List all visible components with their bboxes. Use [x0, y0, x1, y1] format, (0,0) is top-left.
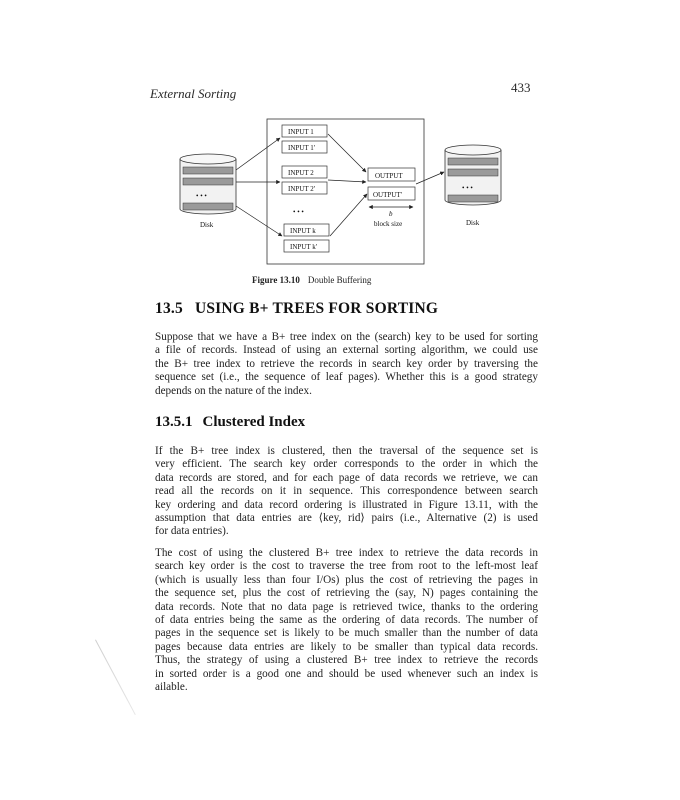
svg-text:OUTPUT: OUTPUT — [375, 172, 403, 180]
section-title: USING B+ TREES FOR SORTING — [194, 300, 439, 317]
paragraph-line: key ordering and data record ordering is illustrated in Figure 13.11, with the — [155, 498, 538, 511]
paragraph-line: sequence set (i.e., the sequence of leaf pages). Whether this is a good strategy — [155, 371, 538, 384]
svg-text:INPUT 1': INPUT 1' — [288, 144, 315, 152]
svg-text:INPUT 2': INPUT 2' — [288, 185, 315, 193]
paragraph-line: of data entries being the same as the ordering of data records. The number of — [155, 614, 538, 627]
figure-caption — [252, 275, 371, 285]
subsection-number: 13.5.1 — [155, 414, 193, 430]
double-buffering-figure — [160, 112, 540, 267]
input-buffers-ellipsis: • • • — [293, 208, 304, 216]
paragraph-line: depends on the nature of the index. — [155, 384, 312, 397]
paragraph-line: pages because data entries are likely to be smaller than typical data records. — [155, 640, 538, 653]
right-disk-label: Disk — [466, 219, 480, 227]
scan-margin-artifact — [95, 640, 136, 716]
section-number: 13.5 — [155, 300, 183, 317]
block-size-variable: b — [389, 210, 393, 218]
input-buffer-input-k — [284, 224, 329, 236]
input-buffer-input-1-prime — [282, 141, 327, 153]
running-head: External Sorting — [150, 86, 237, 101]
paragraph-line: Suppose that we have a B+ tree index on the (search) key to be used for sorting — [155, 331, 538, 343]
paragraph-line: data records are stored, and for each page of data records we retrieve, we can — [155, 471, 538, 484]
block-size-annotation — [369, 207, 413, 228]
paragraph-line: pages in the sequence set is likely to be much smaller than the number of data — [155, 627, 538, 640]
paragraph-line: Thus, the strategy of using a clustered B+ tree index to retrieve the records — [155, 654, 538, 667]
section-paragraph — [155, 331, 538, 398]
paragraph-line: the sequence set, plus the cost of retrieving the (say, N) pages containing the — [155, 587, 538, 600]
svg-text:OUTPUT': OUTPUT' — [373, 191, 402, 199]
paragraph-line: in sorted order is a good one and should be used whenever such an index is — [155, 667, 538, 680]
input-buffer-input-2 — [282, 166, 327, 178]
clustered-paragraph-1 — [155, 445, 538, 539]
double-buffering-diagram — [160, 112, 540, 267]
arrow-output-to-disk — [416, 172, 444, 184]
svg-text:INPUT k: INPUT k — [290, 227, 316, 235]
paragraph-line: The cost of using the clustered B+ tree index to retrieve the data records in — [155, 547, 538, 559]
subsection-heading — [155, 414, 305, 431]
page-number: 433 — [511, 80, 531, 95]
section-heading — [155, 300, 438, 318]
svg-text:INPUT k': INPUT k' — [290, 243, 317, 251]
figure-caption-label: Figure 13.10 — [252, 275, 300, 285]
paragraph-line: ailable. — [155, 681, 188, 694]
paragraph-line: data records. Note that no data page is retrieved twice, thanks to the ordering — [155, 600, 538, 613]
left-disk-label: Disk — [200, 221, 214, 229]
input-buffer-input-2-prime — [282, 182, 327, 194]
block-size-label: block size — [374, 220, 403, 228]
paragraph-line: search key order is the cost to traverse the tree from root to the left-most leaf — [155, 560, 538, 573]
paragraph-line: for data entries). — [155, 525, 229, 538]
paragraph-line: (which is usually less than four I/Os) plus the cost of retrieving the pages in — [155, 573, 538, 586]
paragraph-line: assumption that data entries are ⟨key, rid⟩ pairs (i.e., Alternative (2) is used — [155, 512, 538, 525]
output-buffer-output — [368, 168, 415, 181]
paragraph-line: a file of records. Instead of using an external sorting algorithm, we could use — [155, 344, 538, 357]
arrow-disk-to-input-k — [236, 206, 282, 236]
right-disk-ellipsis: • • • — [462, 184, 473, 192]
clustered-paragraph-2 — [155, 547, 538, 694]
output-buffer-output-prime — [368, 187, 415, 200]
right-disk — [445, 145, 501, 227]
paragraph-line: very efficient. The search key order corresponds to the order in which the — [155, 458, 538, 471]
left-disk-ellipsis: • • • — [196, 192, 207, 200]
paragraph-line: If the B+ tree index is clustered, then the traversal of the sequence set is — [155, 445, 538, 457]
paragraph-line: read all the records on it in sequence. This correspondence between search — [155, 485, 538, 498]
svg-text:INPUT 1: INPUT 1 — [288, 128, 314, 136]
figure-caption-text: Double Buffering — [307, 275, 372, 285]
subsection-title: Clustered Index — [202, 414, 306, 430]
input-buffer-input-1 — [282, 125, 327, 137]
arrow-input-2-to-output — [328, 180, 366, 182]
paragraph-line: the B+ tree index to retrieve the records in search key order by traversing the — [155, 357, 538, 370]
svg-text:INPUT 2: INPUT 2 — [288, 169, 314, 177]
left-disk — [180, 154, 236, 229]
arrow-disk-to-input-1 — [236, 138, 280, 170]
arrow-input-1-to-output — [328, 134, 366, 172]
input-buffer-input-k-prime — [284, 240, 329, 252]
arrow-input-k-to-output — [330, 194, 367, 236]
